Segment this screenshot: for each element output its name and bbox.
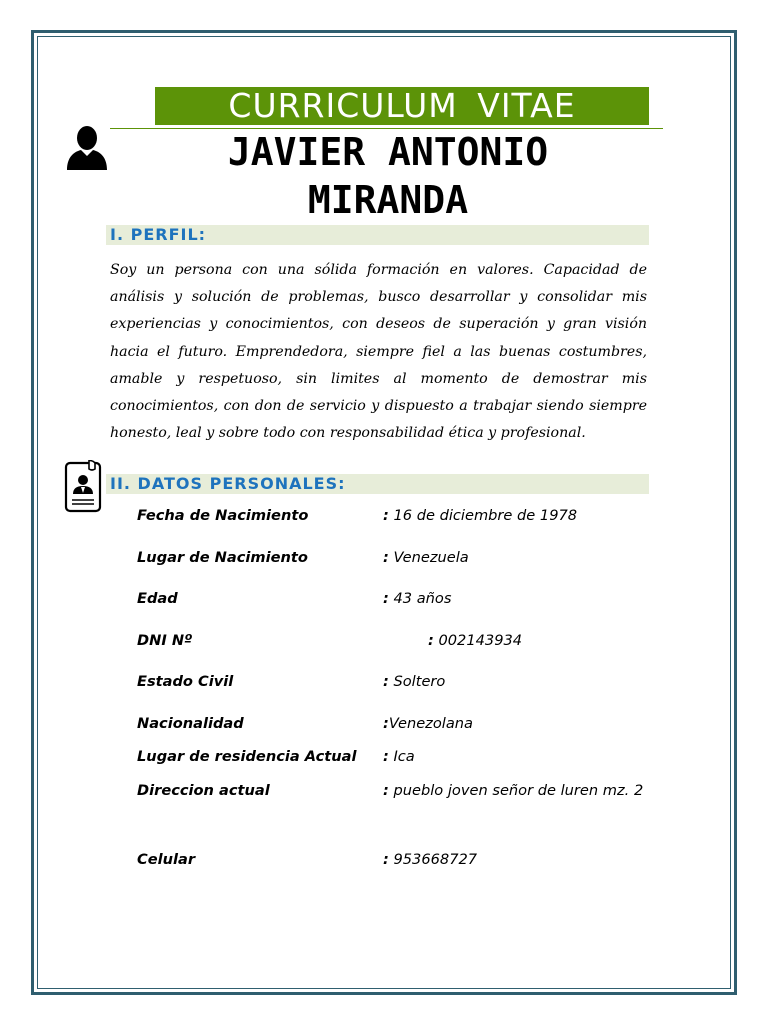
id-badge-icon xyxy=(64,460,104,513)
age-label: Edad xyxy=(137,590,178,607)
phone-label: Celular xyxy=(137,851,196,868)
birthdate-value: : 16 de diciembre de 1978 xyxy=(383,507,578,524)
civil-status-label: Estado Civil xyxy=(137,673,234,690)
residence-label: Lugar de residencia Actual xyxy=(137,748,357,765)
nationality-label: Nacionalidad xyxy=(137,715,244,732)
phone-value: : 953668727 xyxy=(383,851,478,868)
birthplace-value: : Venezuela xyxy=(383,549,469,566)
address-value: : pueblo joven señor de luren mz. 2 xyxy=(383,782,644,799)
residence-value: : Ica xyxy=(383,748,415,765)
birthplace-label: Lugar de Nacimiento xyxy=(137,549,308,566)
profile-section-title: I. PERFIL: xyxy=(110,225,207,244)
nationality-value: :Venezolana xyxy=(383,715,473,732)
cv-title-banner: CURRICULUM VITAE xyxy=(155,87,649,125)
dni-label: DNI Nº xyxy=(137,632,193,649)
dni-value: : 002143934 xyxy=(428,632,523,649)
name-line-2: MIRANDA xyxy=(307,178,469,222)
person-silhouette-icon xyxy=(63,126,111,170)
age-value: : 43 años xyxy=(383,590,452,607)
address-label: Direccion actual xyxy=(137,782,270,799)
personal-section-title: II. DATOS PERSONALES: xyxy=(110,474,346,493)
name-line-1: JAVIER ANTONIO xyxy=(227,130,549,174)
birthdate-label: Fecha de Nacimiento xyxy=(137,507,309,524)
profile-text: Soy un persona con una sólida formación en valores. Capacidad de análisis y solución de problemas, busco desarrollar y consolidar mis experiencias y conocimientos, con deseos de superación y gran visión hacia el futuro. Emprendedora, siempre fiel a las buenas costumbres, amable y respetuoso, sin limites al momento de demostrar mis conocimientos, con don de servicio y dispuesto a trabajar siendo siempre honesto, leal y sobre todo con responsabilidad ética y profesional. xyxy=(110,262,647,442)
civil-status-value: : Soltero xyxy=(383,673,446,690)
candidate-name xyxy=(108,128,668,224)
